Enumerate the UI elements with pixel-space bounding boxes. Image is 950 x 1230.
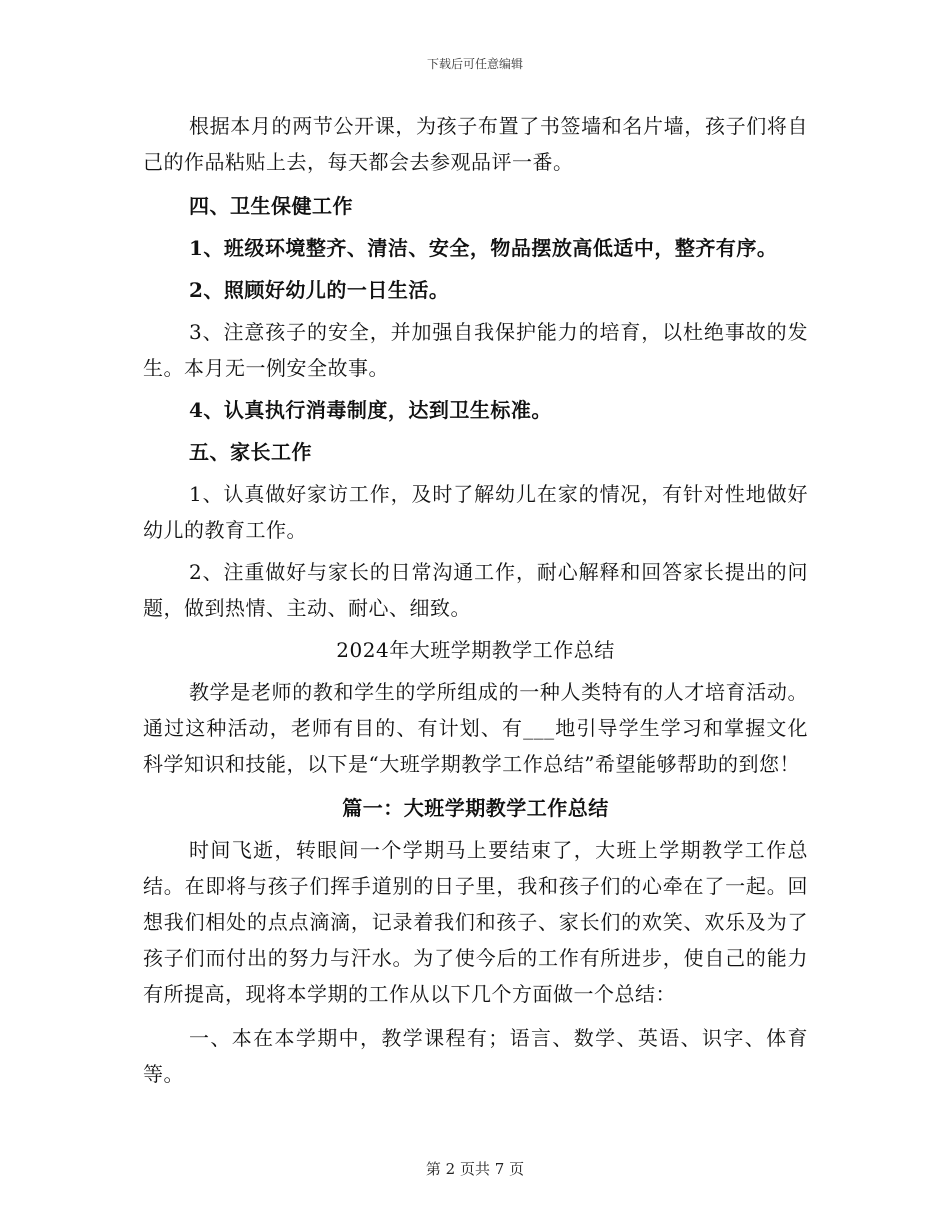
section-heading-parents: 五、家长工作 — [189, 440, 312, 464]
list-item-hygiene-4: 4、认真执行消毒制度，达到卫生标准。 — [189, 398, 552, 422]
subsection-title: 篇一：大班学期教学工作总结 — [342, 796, 609, 820]
curriculum-paragraph: 一、本在本学期中，教学课程有；语言、数学、英语、识字、体育等。 — [143, 1026, 808, 1086]
list-item-hygiene-3: 3、注意孩子的安全，并加强自我保护能力的培育，以杜绝事故的发生。本月无一例安全故事。 — [143, 320, 808, 380]
list-item-parents-2: 2、注重做好与家长的日常沟通工作，耐心解释和回答家长提出的问题，做到热情、主动、耐心、细致。 — [143, 560, 808, 620]
list-item-hygiene-1: 1、班级环境整齐、清洁、安全，物品摆放高低适中，整齐有序。 — [189, 236, 778, 260]
list-item-parents-1: 1、认真做好家访工作，及时了解幼儿在家的情况，有针对性地做好幼儿的教育工作。 — [143, 482, 808, 542]
document-title: 2024年大班学期教学工作总结 — [336, 638, 615, 662]
summary-paragraph: 时间飞逝，转眼间一个学期马上要结束了，大班上学期教学工作总结。在即将与孩子们挥手道别的日子里，我和孩子们的心牵在了一起。回想我们相处的点点滴滴，记录着我们和孩子、家长们的欢笑、欢乐及为了孩子们而付出的努力与汗水。为了使今后的工作有所进步，使自己的能力有所提高，现将本学期的工作从以下几个方面做一个总结： — [143, 838, 808, 1006]
page-header: 下载后可任意编辑 — [426, 57, 523, 71]
intro-paragraph: 教学是老师的教和学生的学所组成的一种人类特有的人才培育活动。通过这种活动，老师有目的、有计划、有___地引导学生学习和掌握文化科学知识和技能，以下是“大班学期教学工作总结”希望能够帮助的到您！ — [143, 680, 808, 776]
paragraph-displays: 根据本月的两节公开课，为孩子布置了书签墙和名片墙，孩子们将自己的作品粘贴上去，每天都会去参观品评一番。 — [143, 114, 808, 174]
document-body — [143, 108, 808, 1092]
section-heading-hygiene: 四、卫生保健工作 — [189, 194, 353, 218]
list-item-hygiene-2: 2、照顾好幼儿的一日生活。 — [189, 278, 450, 302]
page-footer: 第 2 页共 7 页 — [425, 1160, 525, 1178]
